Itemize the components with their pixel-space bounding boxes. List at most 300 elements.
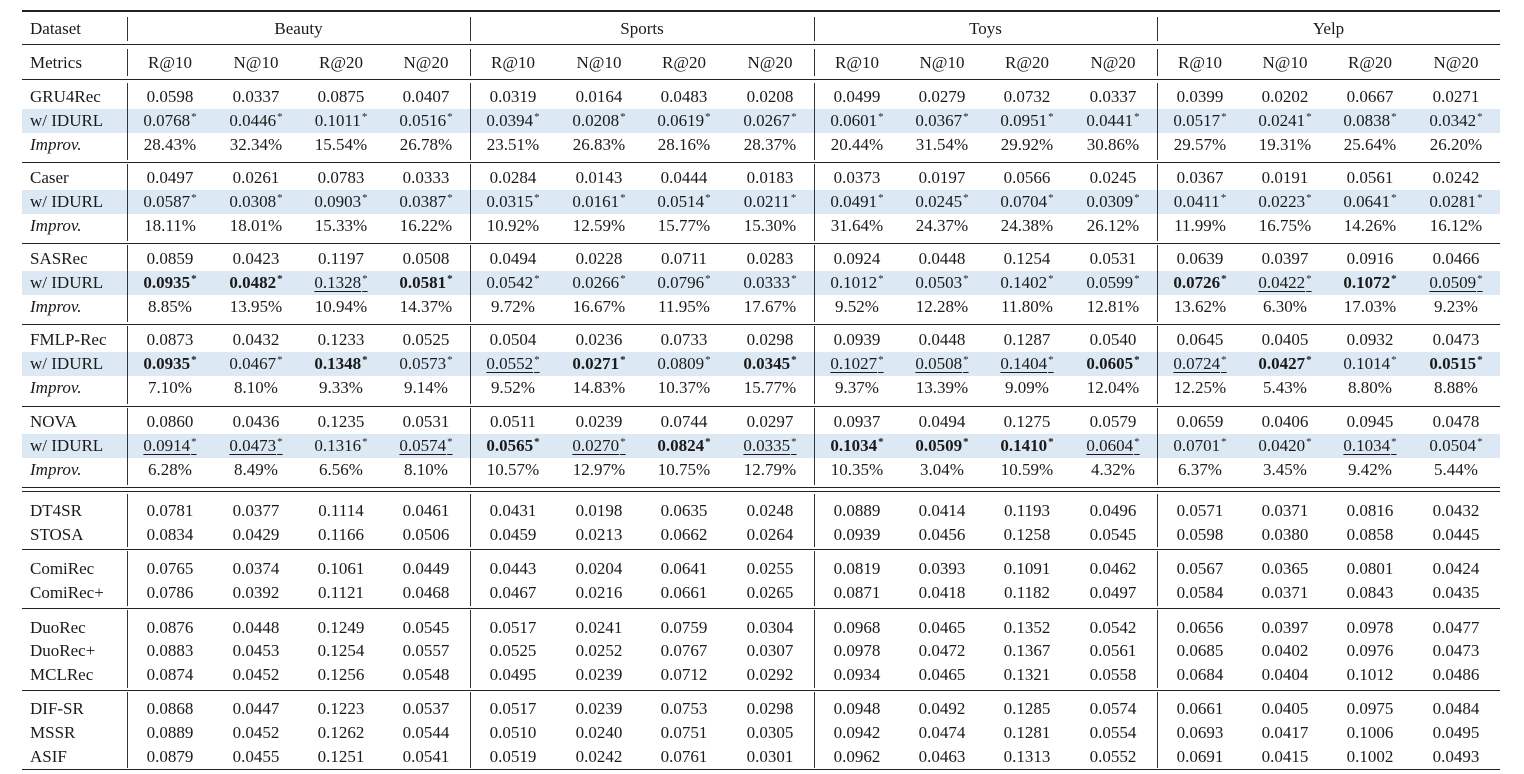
table-cell: 0.0544 [402,723,450,742]
table-cell: 0.0365 [1261,559,1309,578]
row-label: DT4SR [30,501,82,520]
table-cell: 17.03% [1343,297,1397,316]
column-separator [814,17,815,41]
table-cell: 0.0659 [1176,412,1224,431]
table-cell: 0.0252 [575,641,623,660]
table-cell: 0.1275 [1003,412,1051,431]
column-separator [1157,408,1158,485]
table-cell: 0.0924 [833,249,881,268]
table-cell: 0.0567 [1176,559,1224,578]
horizontal-rule [22,162,1500,163]
table-cell: 0.0819 [833,559,881,578]
table-cell: 31.54% [915,135,969,154]
table-row [22,434,1500,458]
table-cell: 8.10% [234,378,278,397]
table-cell: 0.0824* [657,436,711,455]
table-cell: 0.1197 [317,249,365,268]
significance-marker: * [1134,111,1140,123]
table-cell: 0.0514* [657,192,711,211]
table-cell: 0.0859 [146,249,194,268]
table-cell: 0.0781 [146,501,194,520]
table-cell: 0.1034* [1343,436,1397,455]
table-cell: 0.0545 [402,618,450,637]
table-cell: 0.0255 [746,559,794,578]
significance-marker: * [1306,354,1312,366]
table-cell: 0.0581* [399,273,453,292]
table-cell: 0.0858 [1346,525,1394,544]
table-row [22,581,1500,605]
metric-header-toys-rat20: R@20 [1005,53,1049,72]
significance-marker: * [1048,354,1054,366]
table-cell: 0.1287 [1003,330,1051,349]
table-cell: 0.0548 [402,665,450,684]
column-separator [1157,245,1158,322]
significance-marker: * [705,273,711,285]
table-cell: 9.52% [835,297,879,316]
table-cell: 16.22% [399,216,453,235]
significance-marker: * [963,273,969,285]
row-label: GRU4Rec [30,87,101,106]
table-cell: 0.0975 [1346,699,1394,718]
row-label: FMLP-Rec [30,330,107,349]
horizontal-rule [22,44,1500,45]
table-cell: 0.0405 [1261,330,1309,349]
table-cell: 0.0932 [1346,330,1394,349]
table-cell: 0.0525 [402,330,450,349]
table-cell: 0.0467* [229,354,283,373]
table-cell: 0.0284 [489,168,537,187]
table-cell: 0.0545 [1089,525,1137,544]
table-cell: 0.0542* [486,273,540,292]
table-row [22,663,1500,687]
table-cell: 5.43% [1263,378,1307,397]
table-cell: 3.04% [920,460,964,479]
table-cell: 6.28% [148,460,192,479]
table-cell: 31.64% [830,216,884,235]
table-cell: 0.0239 [575,699,623,718]
table-cell: 12.25% [1173,378,1227,397]
table-cell: 0.0404 [1261,665,1309,684]
table-cell: 14.83% [572,378,626,397]
table-cell: 12.59% [572,216,626,235]
table-cell: 0.0424 [1432,559,1480,578]
table-cell: 0.1402* [1000,273,1054,292]
table-cell: 0.0506 [402,525,450,544]
significance-marker: * [277,111,283,123]
table-cell: 0.0446* [229,111,283,130]
table-cell: 0.0445 [1432,525,1480,544]
table-cell: 0.0537 [402,699,450,718]
table-cell: 0.0561 [1089,641,1137,660]
table-cell: 0.0468 [402,583,450,602]
table-cell: 12.97% [572,460,626,479]
table-cell: 0.0493 [1432,747,1480,766]
table-cell: 0.0935* [143,354,197,373]
table-cell: 0.0417 [1261,723,1309,742]
significance-marker: * [447,436,453,448]
table-cell: 0.0937 [833,412,881,431]
table-cell: 0.0420* [1258,436,1312,455]
row-label: NOVA [30,412,77,431]
table-cell: 10.75% [657,460,711,479]
table-cell: 3.45% [1263,460,1307,479]
column-separator [470,408,471,485]
table-row [22,352,1500,376]
significance-marker: * [620,111,626,123]
table-cell: 0.0387* [399,192,453,211]
table-cell: 0.0509* [1429,273,1483,292]
table-row [22,557,1500,581]
table-cell: 0.1281 [1003,723,1051,742]
table-cell: 0.0726* [1173,273,1227,292]
table-row [22,214,1500,238]
table-cell: 0.0693 [1176,723,1224,742]
table-cell: 11.99% [1174,216,1226,235]
column-separator [127,83,128,160]
table-cell: 0.0942 [833,723,881,742]
table-cell: 0.0461 [402,501,450,520]
significance-marker: * [191,354,197,366]
row-label: ComiRec+ [30,583,104,602]
table-cell: 0.0337 [1089,87,1137,106]
table-cell: 0.0308* [229,192,283,211]
row-label: MSSR [30,723,76,742]
column-separator [127,494,128,547]
significance-marker: * [878,192,884,204]
column-separator [814,610,815,688]
table-cell: 0.0497 [146,168,194,187]
significance-marker: * [1391,192,1397,204]
significance-marker: * [534,273,540,285]
column-separator [470,326,471,404]
table-cell: 0.0337 [232,87,280,106]
column-separator [1157,164,1158,241]
table-cell: 0.1285 [1003,699,1051,718]
table-cell: 0.0455 [232,747,280,766]
significance-marker: * [277,192,283,204]
table-cell: 0.0504* [1429,436,1483,455]
significance-marker: * [1391,436,1397,448]
table-cell: 0.0711 [660,249,708,268]
table-cell: 0.0796* [657,273,711,292]
table-cell: 0.0645 [1176,330,1224,349]
table-cell: 0.1348* [314,354,368,373]
table-cell: 15.54% [314,135,368,154]
significance-marker: * [191,273,197,285]
table-cell: 0.0483 [660,87,708,106]
table-cell: 0.0422* [1258,273,1312,292]
table-cell: 0.0494 [918,412,966,431]
table-cell: 10.35% [830,460,884,479]
table-row [22,697,1500,721]
table-cell: 9.23% [1434,297,1478,316]
table-cell: 0.0619* [657,111,711,130]
table-row [22,190,1500,214]
table-cell: 19.31% [1258,135,1312,154]
table-cell: 14.26% [1343,216,1397,235]
table-cell: 0.0565* [486,436,540,455]
row-label: w/ IDURL [30,354,104,373]
significance-marker: * [191,436,197,448]
table-cell: 10.57% [486,460,540,479]
table-cell: 4.32% [1091,460,1135,479]
significance-marker: * [534,111,540,123]
significance-marker: * [1134,354,1140,366]
row-label: ASIF [30,747,67,766]
horizontal-rule [22,608,1500,609]
table-cell: 0.0499 [833,87,881,106]
horizontal-rule [22,487,1500,488]
column-separator [814,83,815,160]
significance-marker: * [1048,192,1054,204]
table-cell: 11.95% [658,297,710,316]
table-cell: 0.0759 [660,618,708,637]
table-cell: 0.0684 [1176,665,1224,684]
horizontal-rule [22,769,1500,770]
table-cell: 0.0492 [918,699,966,718]
significance-marker: * [878,436,884,448]
table-cell: 8.80% [1348,378,1392,397]
column-separator [470,17,471,41]
significance-marker: * [534,436,540,448]
row-label: Improv. [30,135,82,154]
significance-marker: * [790,192,797,204]
table-cell: 0.0242 [575,747,623,766]
table-row [22,458,1500,482]
row-label: DuoRec+ [30,641,96,660]
table-cell: 0.0574 [1089,699,1137,718]
table-cell: 0.0566 [1003,168,1051,187]
metric-header-sports-rat20: R@20 [662,53,706,72]
column-separator [470,49,471,76]
table-cell: 0.0208* [572,111,626,130]
table-cell: 0.0531 [1089,249,1137,268]
column-separator [470,692,471,768]
table-cell: 0.1182 [1003,583,1051,602]
table-row [22,376,1500,400]
table-cell: 0.0509* [915,436,969,455]
significance-marker: * [705,436,711,448]
column-separator [1157,494,1158,547]
table-cell: 0.0427* [1258,354,1312,373]
table-cell: 0.0497 [1089,583,1137,602]
horizontal-rule [22,10,1500,12]
table-cell: 0.0801 [1346,559,1394,578]
table-cell: 15.30% [743,216,797,235]
row-label: SASRec [30,249,88,268]
metric-header-toys-nat20: N@20 [1090,53,1136,72]
table-cell: 0.0240 [575,723,623,742]
column-separator [1157,692,1158,768]
significance-marker: * [362,192,368,204]
table-cell: 0.0242 [1432,168,1480,187]
significance-marker: * [878,111,884,123]
table-cell: 0.0473* [229,436,283,455]
table-cell: 0.0407 [402,87,450,106]
table-cell: 0.0914* [143,436,197,455]
significance-marker: * [878,273,884,285]
table-cell: 15.33% [314,216,368,235]
table-cell: 0.0367* [915,111,969,130]
table-cell: 0.0903* [314,192,368,211]
significance-marker: * [1306,436,1312,448]
table-cell: 0.0373 [833,168,881,187]
table-cell: 20.44% [830,135,884,154]
table-cell: 29.57% [1173,135,1227,154]
table-cell: 0.0335* [743,436,797,455]
significance-marker: * [447,273,453,285]
table-cell: 0.0241* [1258,111,1312,130]
table-cell: 0.0397 [1261,249,1309,268]
table-cell: 0.1233 [317,330,365,349]
table-cell: 12.28% [915,297,969,316]
table-cell: 0.0557 [402,641,450,660]
table-cell: 0.0876 [146,618,194,637]
table-cell: 0.0561 [1346,168,1394,187]
column-separator [127,245,128,322]
significance-marker: * [791,354,797,366]
table-row [22,499,1500,523]
table-cell: 0.1235 [317,412,365,431]
column-separator [814,408,815,485]
table-cell: 0.0345* [743,354,797,373]
table-cell: 0.0579 [1089,412,1137,431]
header-dataset-sports: Sports [620,19,664,38]
significance-marker: * [534,354,540,366]
metric-header-beauty-rat20: R@20 [319,53,363,72]
column-separator [470,164,471,241]
table-row [22,328,1500,352]
table-cell: 0.0495 [489,665,537,684]
row-label: Improv. [30,378,82,397]
table-cell: 0.0494 [489,249,537,268]
table-cell: 0.0786 [146,583,194,602]
table-cell: 10.92% [486,216,540,235]
table-cell: 0.1251 [317,747,365,766]
table-cell: 0.0962 [833,747,881,766]
column-separator [470,83,471,160]
table-cell: 0.0635 [660,501,708,520]
table-cell: 0.0452 [232,665,280,684]
table-cell: 0.0374 [232,559,280,578]
table-cell: 0.0298 [746,330,794,349]
table-row [22,721,1500,745]
table-cell: 0.0371 [1261,583,1309,602]
table-cell: 0.0315* [486,192,540,211]
table-cell: 5.44% [1434,460,1478,479]
table-cell: 0.0765 [146,559,194,578]
table-cell: 0.1121 [317,583,365,602]
table-cell: 0.1002 [1346,747,1394,766]
table-cell: 0.0641* [1343,192,1397,211]
table-row [22,410,1500,434]
column-separator [1157,610,1158,688]
table-cell: 8.85% [148,297,192,316]
table-cell: 0.0554 [1089,723,1137,742]
table-cell: 0.0768* [143,111,197,130]
results-table [22,0,1500,774]
table-cell: 0.0392 [232,583,280,602]
table-cell: 0.0558 [1089,665,1137,684]
table-cell: 26.83% [572,135,626,154]
table-cell: 0.0307 [746,641,794,660]
table-cell: 0.0573* [399,354,453,373]
table-cell: 0.0598 [1176,525,1224,544]
column-separator [814,326,815,404]
table-cell: 0.0241 [575,618,623,637]
table-cell: 0.0292 [746,665,794,684]
table-cell: 0.0733 [660,330,708,349]
table-cell: 26.12% [1086,216,1140,235]
row-label: w/ IDURL [30,273,104,292]
significance-marker: * [1477,273,1483,285]
table-cell: 0.0732 [1003,87,1051,106]
table-cell: 0.0641 [660,559,708,578]
table-cell: 0.0423 [232,249,280,268]
table-cell: 0.0662 [660,525,708,544]
table-cell: 0.0435 [1432,583,1480,602]
significance-marker: * [1391,273,1397,285]
table-cell: 0.0552* [486,354,540,373]
table-cell: 0.0204 [575,559,623,578]
significance-marker: * [191,192,197,204]
table-cell: 0.0495 [1432,723,1480,742]
row-label: w/ IDURL [30,111,104,130]
row-label: w/ IDURL [30,192,104,211]
table-cell: 0.0279 [918,87,966,106]
table-cell: 15.77% [743,378,797,397]
table-cell: 12.04% [1086,378,1140,397]
significance-marker: * [447,192,453,204]
table-cell: 0.0889 [146,723,194,742]
table-cell: 10.37% [657,378,711,397]
table-cell: 0.0761 [660,747,708,766]
table-cell: 16.12% [1429,216,1483,235]
significance-marker: * [963,111,969,123]
table-cell: 10.94% [314,297,368,316]
table-cell: 0.0860 [146,412,194,431]
table-cell: 0.0411* [1173,192,1227,211]
column-separator [1157,326,1158,404]
horizontal-rule [22,491,1500,492]
table-cell: 0.0816 [1346,501,1394,520]
column-separator [127,692,128,768]
table-cell: 0.1061 [317,559,365,578]
horizontal-rule [22,324,1500,325]
table-cell: 28.43% [143,135,197,154]
horizontal-rule [22,549,1500,550]
table-cell: 0.0453 [232,641,280,660]
significance-marker: * [447,111,453,123]
table-cell: 0.0889 [833,501,881,520]
table-cell: 0.0753 [660,699,708,718]
table-cell: 7.10% [148,378,192,397]
table-cell: 0.0661 [660,583,708,602]
table-cell: 0.0873 [146,330,194,349]
column-separator [814,494,815,547]
table-cell: 0.1193 [1003,501,1051,520]
column-separator [1157,17,1158,41]
table-cell: 8.49% [234,460,278,479]
table-cell: 0.0245 [1089,168,1137,187]
significance-marker: * [1477,436,1483,448]
table-cell: 14.37% [399,297,453,316]
table-cell: 12.81% [1086,297,1140,316]
row-label: Improv. [30,460,82,479]
table-cell: 13.62% [1173,297,1227,316]
table-cell: 10.59% [1000,460,1054,479]
table-cell: 0.0935* [143,273,197,292]
